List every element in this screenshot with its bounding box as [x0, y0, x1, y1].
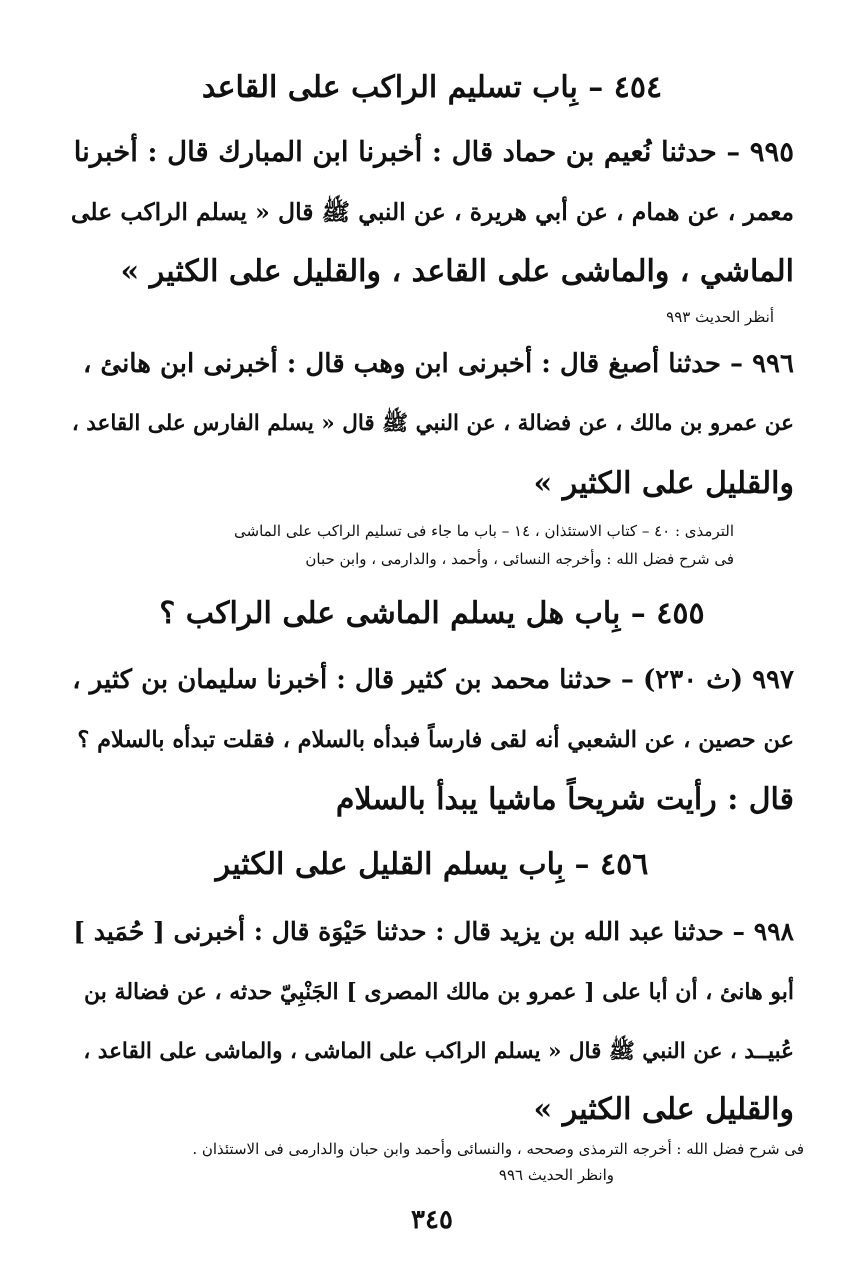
hadith-996-line-3: والقليل على الكثير » — [533, 466, 794, 501]
hadith-998-line-4: والقليل على الكثير » — [533, 1092, 794, 1127]
hadith-995-line-2: معمر ، عن همام ، عن أبي هريرة ، عن النبي ﷺ قال « يسلم الراكب على — [70, 198, 794, 226]
page-number: ٣٤٥ — [411, 1205, 453, 1235]
hadith-997-line-1: ٩٩٧ (ث ٢٣٠) – حدثنا محمد بن كثير قال : أخبرنا سليمان بن كثير ، — [72, 665, 794, 695]
hadith-996-footnote-1: الترمذى : ٤٠ – كتاب الاستئذان ، ١٤ – باب ما جاء فى تسليم الراكب على الماشى — [234, 522, 734, 540]
hadith-998-line-3: عُبيــد ، عن النبي ﷺ قال « يسلم الراكب على الماشى ، والماشى على القاعد ، — [83, 1039, 794, 1064]
hadith-996-footnote-2: فى شرح فضل الله : وأخرجه النسائى ، وأحمد ، والدارمى ، وابن حبان — [305, 550, 734, 568]
chapter-heading-455: ٤٥٥ – بِاب هل يسلم الماشى على الراكب ؟ — [159, 596, 705, 631]
hadith-995-crossref: أنظر الحديث ٩٩٣ — [666, 308, 774, 326]
hadith-998-footnote-2: وانظر الحديث ٩٩٦ — [498, 1166, 614, 1184]
hadith-996-line-2: عن عمرو بن مالك ، عن فضالة ، عن النبي ﷺ قال « يسلم الفارس على القاعد ، — [71, 411, 794, 436]
hadith-995-line-1: ٩٩٥ – حدثنا نُعيم بن حماد قال : أخبرنا ابن المبارك قال : أخبرنا — [73, 136, 794, 168]
hadith-995-line-3: الماشي ، والماشى على القاعد ، والقليل على الكثير » — [120, 254, 794, 289]
hadith-997-line-3: قال : رأيت شريحاً ماشيا يبدأ بالسلام — [335, 782, 794, 817]
hadith-996-line-1: ٩٩٦ – حدثنا أصبغ قال : أخبرنى ابن وهب قال : أخبرنى ابن هانئ ، — [82, 349, 794, 379]
hadith-997-line-2: عن حصين ، عن الشعبي أنه لقى فارساً فبدأه بالسلام ، فقلت تبدأه بالسلام ؟ — [77, 727, 794, 753]
hadith-998-line-1: ٩٩٨ – حدثنا عبد الله بن يزيد قال : حدثنا حَيْوَة قال : أخبرنى [ حُمَيد ] — [73, 917, 794, 946]
hadith-998-line-2: أبو هانئ ، أن أبا على [ عمرو بن مالك المصرى ] الجَنْبِيّ حدثه ، عن فضالة بن — [84, 979, 794, 1005]
chapter-heading-456: ٤٥٦ – بِاب يسلم القليل على الكثير — [215, 847, 649, 882]
hadith-998-footnote-1: فى شرح فضل الله : أخرجه الترمذى وصححه ، والنسائى وأحمد وابن حبان والدارمى فى الاستئذان . — [192, 1140, 804, 1158]
chapter-heading-454: ٤٥٤ – بِاب تسليم الراكب على القاعد — [201, 70, 663, 105]
